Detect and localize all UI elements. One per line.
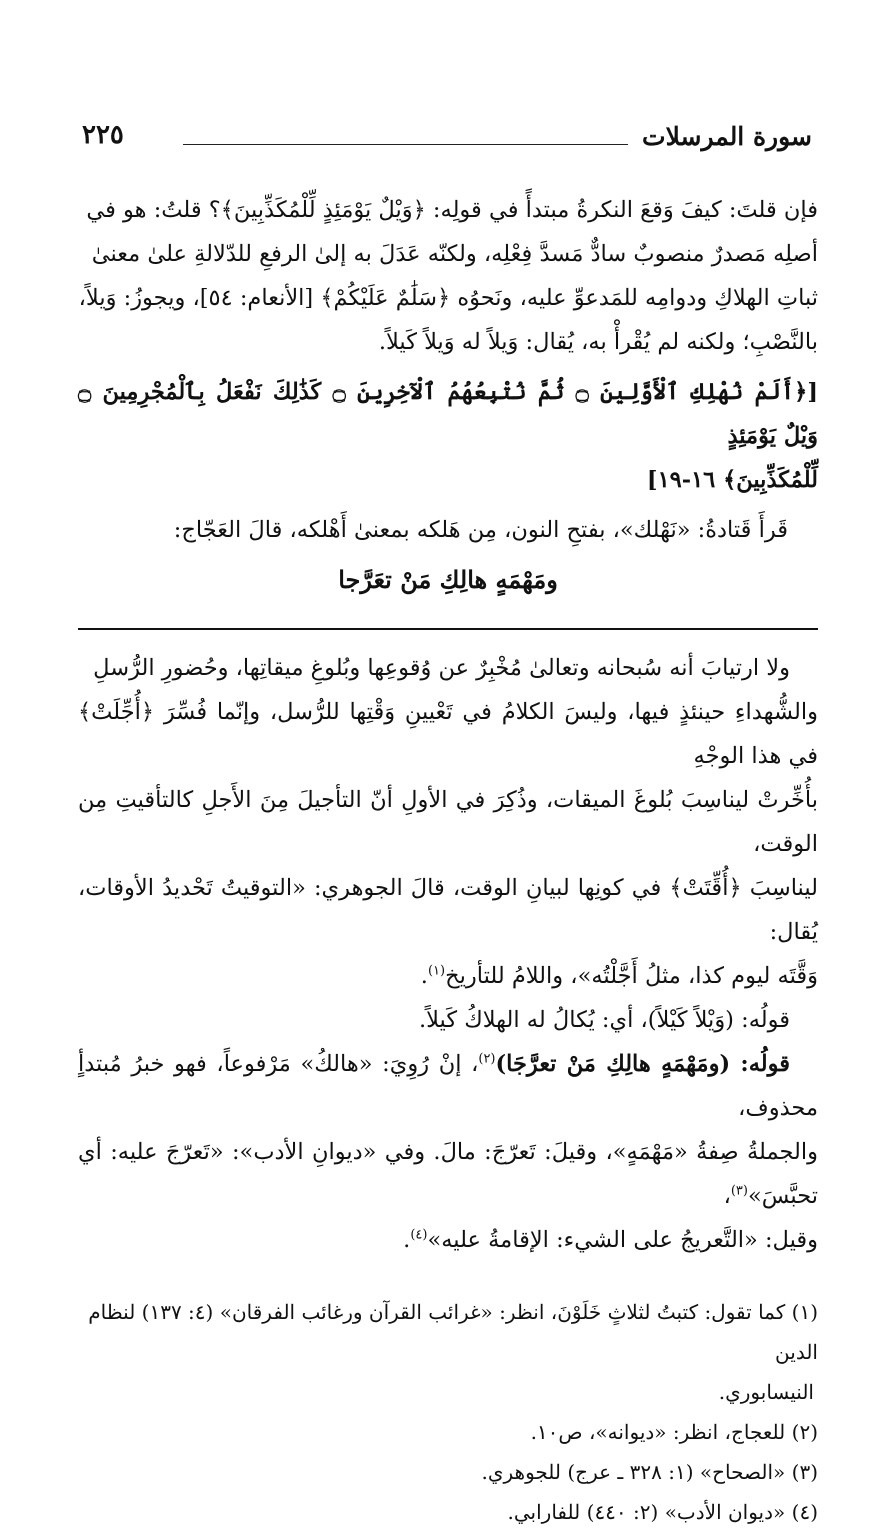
- quoted-verse: قولُه: (ومَهْمَهٍ هالِكِ مَنْ تعرَّجَا): [495, 1051, 790, 1077]
- commentary-paragraph: [78, 188, 818, 364]
- text-line: ليناسِبَ ﴿أُقِّتَتْ﴾ في كونِها لبيانِ الوقت، قالَ الجوهري: «التوقيتُ تَحْديدُ الأوقات، يُقال:: [78, 875, 818, 945]
- footnote-1-continued: النيسابوري.: [718, 1380, 814, 1404]
- text-line: أصلِه مَصدرٌ منصوبٌ سادٌّ مَسدَّ فِعْلِه، ولكنّه عَدَلَ به إلىٰ الرفعِ للدّلالةِ علىٰ معنىٰ: [91, 241, 818, 267]
- footnote-ref[interactable]: (٤): [410, 1227, 428, 1243]
- running-title: سورة المرسلات: [642, 122, 812, 151]
- footnotes: [78, 1292, 818, 1532]
- text-line: ثباتِ الهلاكِ ودوامِه للمَدعوِّ عليه، ونَحوُه ﴿سَلَٰمٌ عَلَيْكُمْ﴾ [الأنعام: ٥٤]، ويجوزُ: وَيلاً،: [78, 285, 818, 311]
- page-number: ٢٢٥: [82, 120, 124, 150]
- footnote-3: (٣) «الصحاح» (١: ٣٢٨ ـ عرج) للجوهري.: [481, 1460, 818, 1484]
- text-line: وقيل: «التَّعريجُ على الشيء: الإقامةُ عليه»$^{(٤)}$.: [403, 1227, 818, 1253]
- page-header: [78, 112, 818, 172]
- reading-note: قَرأَ قَتادةُ: «نَهْلك»، بفتحِ النون، مِن هَلكه بمعنىٰ أَهْلكه، قالَ العَجّاج:: [173, 517, 788, 543]
- footnote-ref[interactable]: (٣): [730, 1183, 748, 1199]
- quran-verse-block: [78, 370, 818, 502]
- footnote-4: (٤) «ديوان الأدب» (٢: ٤٤٠) للفارابي.: [507, 1500, 818, 1524]
- text-span: والجملةُ صِفةُ «مَهْمَهٍ»، وقيلَ: تَعرّجَ: مالَ. وفي «ديوانِ الأدب»: «تَعرّجَ عليه: أي تحبَّسَ»: [78, 1139, 818, 1209]
- text-line: وَقَّتَه ليوم كذا، مثلُ أَجَّلْتُه»، واللامُ للتأريخ$^{(١)}$.: [420, 963, 818, 989]
- text-span: وَقَّتَه ليوم كذا، مثلُ أَجَّلْتُه»، واللامُ للتأريخ: [445, 963, 818, 989]
- text-line: [78, 1042, 818, 1130]
- footnote-ref[interactable]: (١): [427, 963, 446, 979]
- footnote-1: (١) كما تقول: كتبتُ لثلاثٍ خَلَوْنَ، انظر: «غرائب القرآن ورغائب الفرقان» (٤: ١٣٧) لنظام الدين: [88, 1300, 818, 1364]
- verse-line: [﴿أَلَمْ نُهْلِكِ ٱلْأَوَّلِينَ ۝ ثُمَّ نُتْبِعُهُمُ ٱلْآخِرِينَ ۝ كَذَٰلِكَ نَفْعَلُ بِٱلْمُجْرِمِينَ ۝ وَيْلٌ يَوْمَئِذٍ: [78, 379, 818, 449]
- text-line: بالنَّصْبِ؛ ولكنه لم يُقْرأْ به، يُقال: وَيلاً له وَيلاً كَيلاً.: [378, 329, 818, 355]
- gloss-text: [78, 646, 818, 1262]
- text-line: ولا ارتيابَ أنه سُبحانه وتعالىٰ مُخْبِرٌ عن وُقوعِها وبُلوغِ ميقاتِها، وحُضورِ الرُّسلِ: [93, 655, 790, 681]
- text-line: فإن قلتَ: كيفَ وَقعَ النكرةُ مبتدأً في قولِه: ﴿وَيْلٌ يَوْمَئِذٍ لِّلْمُكَذِّبِينَ﴾؟ قلتُ: هو في: [86, 197, 818, 223]
- poem-verse: ومَهْمَهٍ هالِكِ مَنْ تعَرَّجا: [338, 565, 558, 594]
- text-span: ، إنْ رُوِيَ: «هالكُ» مَرْفوعاً، فهو خبرُ مُبتدأٍ محذوف،: [78, 1051, 818, 1121]
- gloss-paragraph: قولُه: (وَيْلاً كَيْلاً)، أي: يُكالُ له الهلاكُ كَيلاً.: [418, 1007, 790, 1033]
- book-page: [78, 112, 818, 1532]
- text-line: بأُخِّرتْ ليناسِبَ بُلوغَ الميقات، وذُكِرَ في الأولِ أنّ التأجيلَ مِنَ الأَجلِ كالتأقيتِ مِن الوقت،: [78, 787, 818, 857]
- verse-line: لِّلْمُكَذِّبِينَ﴾ ١٦-١٩]: [646, 467, 818, 493]
- footnote-ref[interactable]: (٢): [478, 1051, 496, 1067]
- text-line: والشُّهداءِ حينئذٍ فيها، وليسَ الكلامُ في تَعْيينِ وَقْتِها للرُّسل، وإنّما فُسِّرَ ﴿أُجِّلَتْ﴾ في هذا الوجْهِ: [78, 699, 818, 769]
- footnote-2: (٢) للعجاج، انظر: «ديوانه»، ص١٠.: [530, 1420, 818, 1444]
- section-divider: [78, 628, 818, 630]
- text-line: والجملةُ صِفةُ «مَهْمَهٍ»، وقيلَ: تَعرّجَ: مالَ. وفي «ديوانِ الأدب»: «تَعرّجَ عليه: أي تحبَّسَ»$^{(٣)}$،: [78, 1139, 818, 1209]
- header-rule: [183, 144, 628, 145]
- text-span: وقيل: «التَّعريجُ على الشيء: الإقامةُ عليه»: [427, 1227, 818, 1253]
